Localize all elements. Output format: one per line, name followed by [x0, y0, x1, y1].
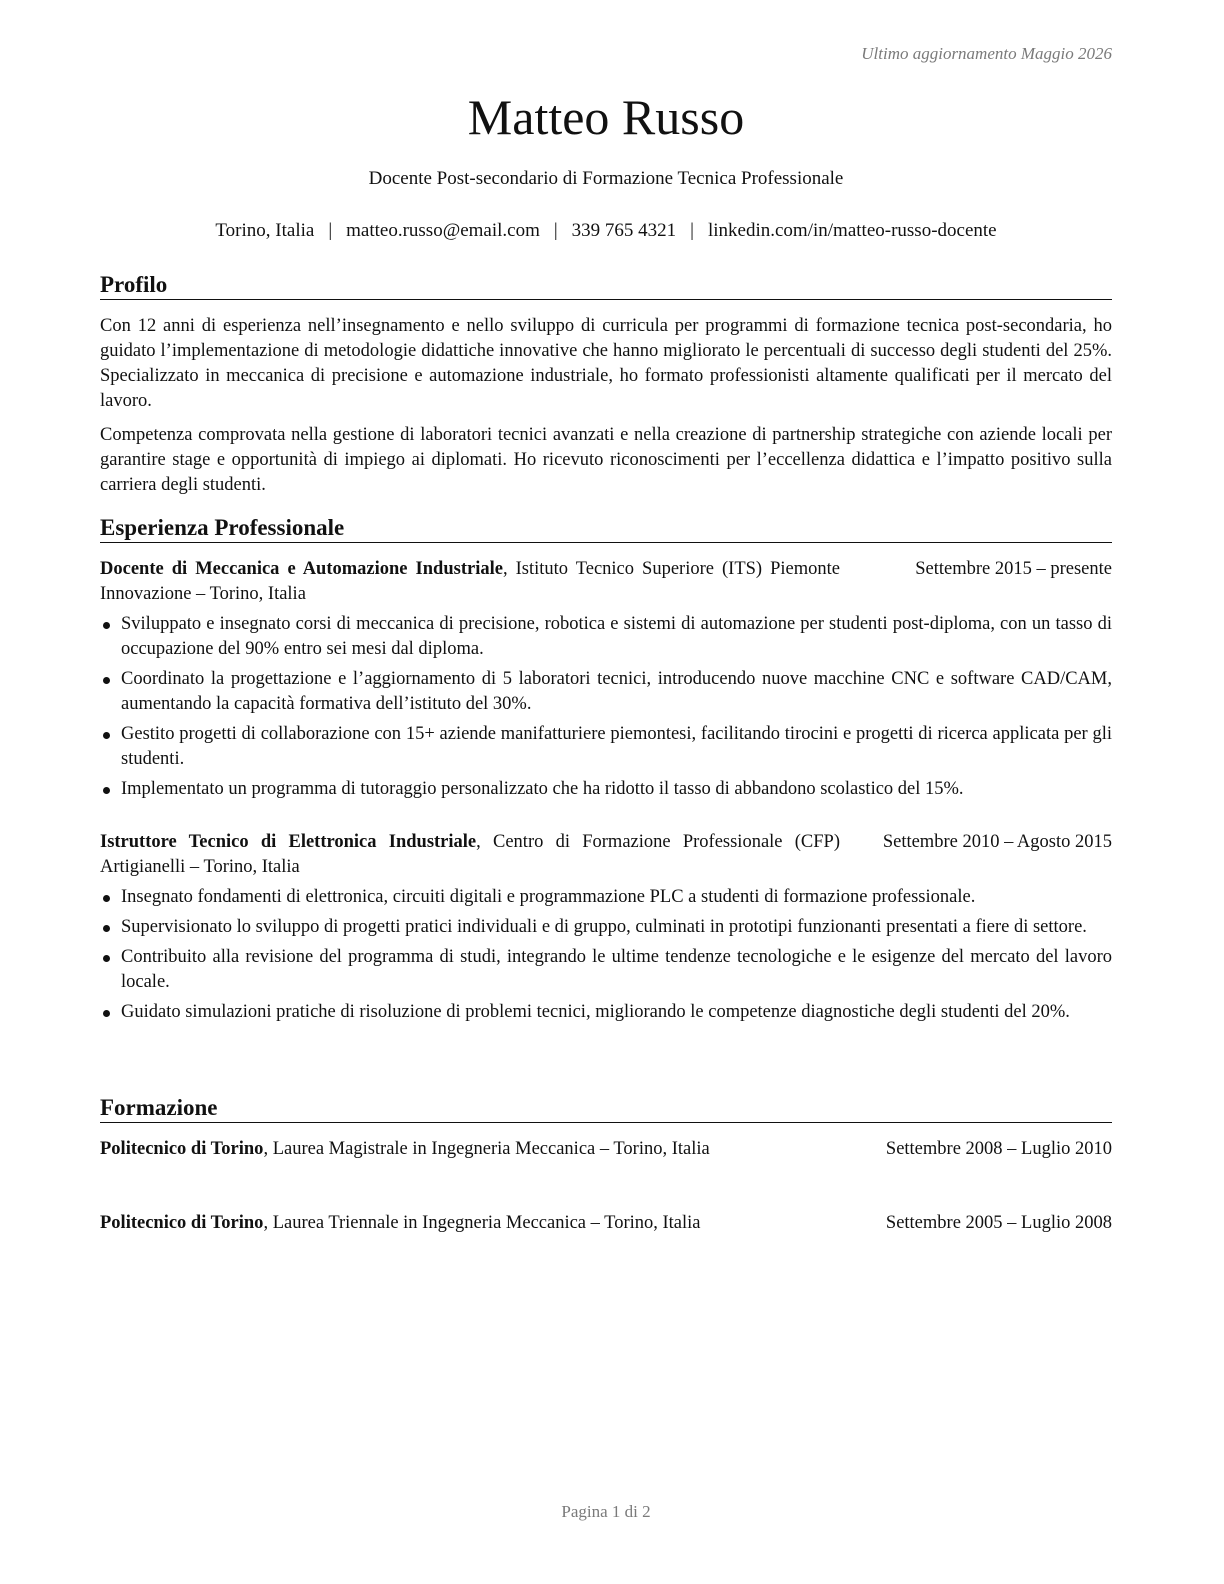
list-item: Guidato simulazioni pratiche di risoluzione di problemi tecnici, migliorando le competenze diagnostiche degli studenti del 20%. [100, 1000, 1112, 1025]
contact-email[interactable]: matteo.russo@email.com [346, 220, 540, 241]
contact-phone: 339 765 4321 [571, 220, 677, 241]
section-title-experience: Esperienza Professionale [100, 514, 1112, 543]
job-title: Docente di Meccanica e Automazione Industriale [100, 559, 503, 579]
job-title-line [100, 830, 840, 880]
job-organization: , Centro di Formazione Professionale (CFP) Artigianelli – Torino, Italia [100, 832, 840, 877]
education-dates: Settembre 2005 – Luglio 2008 [885, 1213, 1112, 1233]
list-item: Implementato un programma di tutoraggio personalizzato che ha ridotto il tasso di abbandono scolastico del 15%. [100, 777, 1112, 802]
education-degree: , Laurea Triennale in Ingegneria Meccanica – Torino, Italia [263, 1213, 701, 1233]
last-updated: Ultimo aggiornamento Maggio 2026 [861, 44, 1112, 63]
education-dates: Settembre 2008 – Luglio 2010 [885, 1139, 1112, 1159]
section-title-education: Formazione [100, 1094, 1112, 1123]
contact-linkedin[interactable]: linkedin.com/in/matteo-russo-docente [707, 220, 997, 241]
contact-separator: | [328, 220, 333, 241]
profile-paragraph-2: Competenza comprovata nella gestione di laboratori tecnici avanzati e nella creazione di partnership strategiche con aziende locali per garantire stage e opportunità di impiego ai diplomati. Ho ricevuto riconoscimenti per l’eccellenza didattica e l’impatto positivo sulla carriera degli studenti. [100, 425, 1112, 495]
education-degree: , Laurea Magistrale in Ingegneria Meccanica – Torino, Italia [263, 1139, 710, 1159]
list-item: Supervisionato lo sviluppo di progetti pratici individuali e di gruppo, culminati in prototipi funzionanti presentati a fiere di settore. [100, 915, 1112, 940]
contact-separator: | [553, 220, 558, 241]
list-item: Coordinato la progettazione e l’aggiornamento di 5 laboratori tecnici, introducendo nuove macchine CNC e software CAD/CAM, aumentando la capacità formativa dell’istituto del 30%. [100, 667, 1112, 717]
job-dates: Settembre 2015 – presente [915, 559, 1112, 579]
list-item: Contribuito alla revisione del programma di studi, integrando le ultime tendenze tecnologiche e le esigenze del mercato del lavoro locale. [100, 945, 1112, 995]
candidate-name: Matteo Russo [467, 89, 745, 145]
job-dates: Settembre 2010 – Agosto 2015 [882, 832, 1112, 852]
resume-page [100, 0, 1112, 1584]
candidate-tagline: Docente Post-secondario di Formazione Tecnica Professionale [368, 168, 844, 189]
list-item: Insegnato fondamenti di elettronica, circuiti digitali e programmazione PLC a studenti di formazione professionale. [100, 885, 1112, 910]
job-title-line [100, 557, 840, 607]
contact-location: Torino, Italia [215, 220, 315, 241]
list-item: Sviluppato e insegnato corsi di meccanica di precisione, robotica e sistemi di automazione per studenti post-diploma, con un tasso di occupazione del 90% entro sei mesi dal diploma. [100, 612, 1112, 662]
job-bullets [100, 612, 1112, 807]
education-title-line [100, 1211, 701, 1236]
job-bullets [100, 885, 1112, 1030]
profile-paragraph-1: Con 12 anni di esperienza nell’insegnamento e nello sviluppo di curricula per programmi di formazione tecnica post-secondaria, ho guidato l’implementazione di metodologie didattiche innovative che hanno migliorato le percentuali di successo degli studenti del 25%. Specializzato in meccanica di precisione e automazione industriale, ho formato professionisti altamente qualificati per il mercato del lavoro. [100, 316, 1112, 411]
list-item: Gestito progetti di collaborazione con 15+ aziende manifatturiere piemontesi, facilitando tirocini e progetti di ricerca applicata per gli studenti. [100, 722, 1112, 772]
section-title-profile: Profilo [100, 271, 1112, 300]
education-school: Politecnico di Torino [100, 1213, 264, 1233]
job-title: Istruttore Tecnico di Elettronica Industriale [100, 832, 477, 852]
contact-separator: | [690, 220, 694, 241]
job-organization: , Istituto Tecnico Superiore (ITS) Piemonte Innovazione – Torino, Italia [100, 559, 840, 604]
contact-line [100, 219, 1112, 243]
page-number: Pagina 1 di 2 [561, 1502, 651, 1521]
education-school: Politecnico di Torino [100, 1139, 264, 1159]
education-title-line [100, 1137, 710, 1162]
